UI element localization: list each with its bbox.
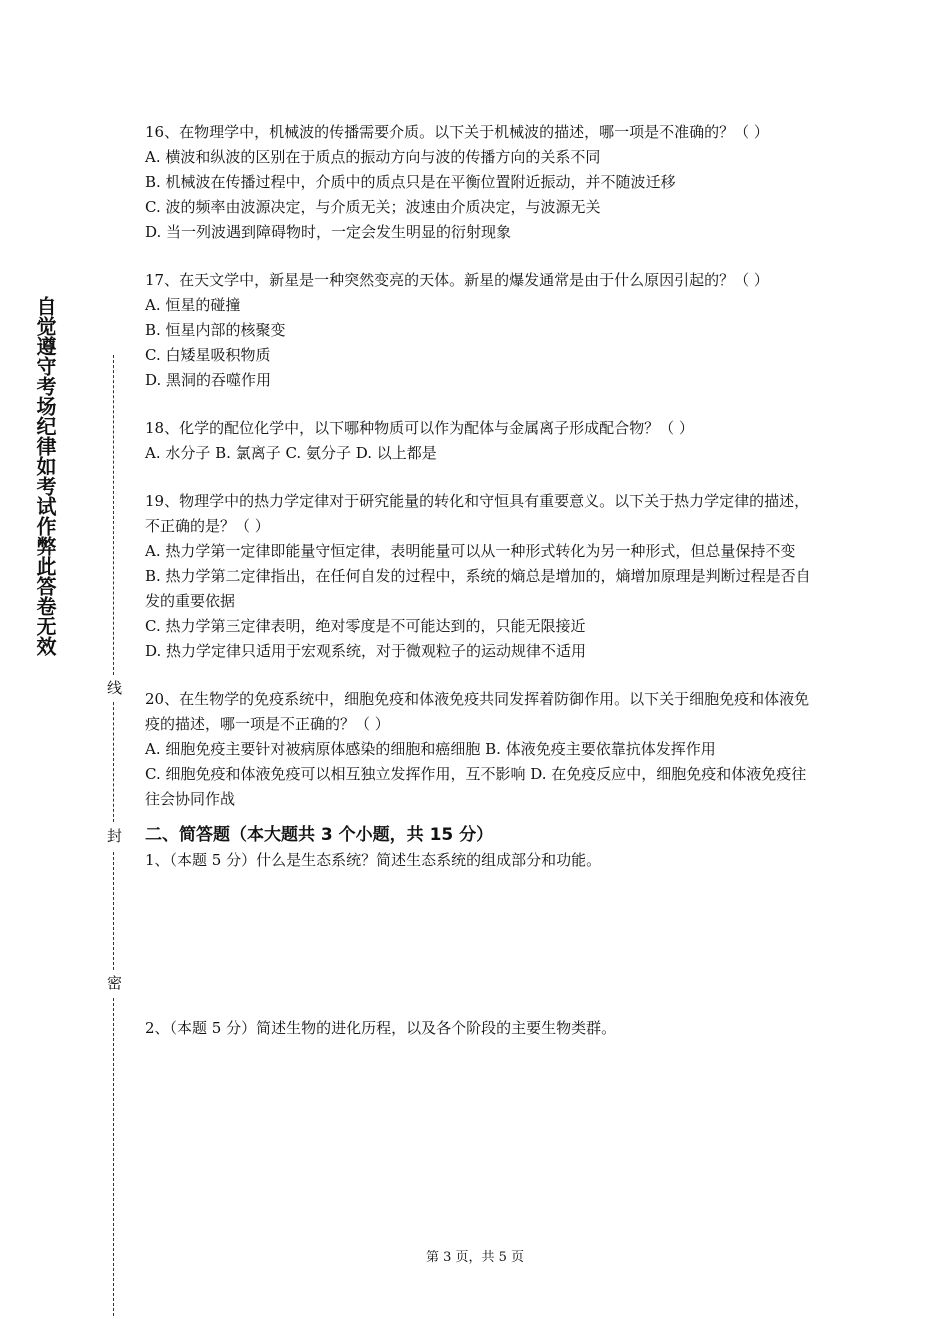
page-number: 第 3 页，共 5 页 (425, 1250, 525, 1265)
option-c: C. 波的频率由波源决定，与介质无关；波速由介质决定，与波源无关 (145, 198, 601, 216)
question-text: 18、化学的配位化学中，以下哪种物质可以作为配体与金属离子形成配合物？（ ） (145, 419, 694, 437)
exam-content (145, 120, 815, 1041)
short-answer-question-1: 1、（本题 5 分）什么是生态系统？简述生态系统的组成部分和功能。 (145, 851, 602, 869)
question-text: 19、物理学中的热力学定律对于研究能量的转化和守恒具有重要意义。以下关于热力学定律的描述，不正确的是？（ ） (145, 492, 810, 535)
question-20 (145, 687, 815, 812)
option-b: B. 恒星内部的核聚变 (145, 321, 286, 339)
question-text: 20、在生物学的免疫系统中，细胞免疫和体液免疫共同发挥着防御作用。以下关于细胞免疫和体液免疫的描述，哪一项是不正确的？（ ） (145, 690, 810, 733)
question-17 (145, 268, 815, 393)
short-answer-question-2: 2、（本题 5 分）简述生物的进化历程，以及各个阶段的主要生物类群。 (145, 1019, 617, 1037)
option-b: B. 机械波在传播过程中，介质中的质点只是在平衡位置附近振动，并不随波迁移 (145, 173, 676, 191)
question-16 (145, 120, 815, 245)
binding-dashed-line (113, 702, 114, 822)
option-d: D. 黑洞的吞噬作用 (145, 371, 272, 389)
option-a: A. 热力学第一定律即能量守恒定律，表明能量可以从一种形式转化为另一种形式，但总量保持不变 (145, 542, 796, 560)
question-text: 16、在物理学中，机械波的传播需要介质。以下关于机械波的描述，哪一项是不准确的？（ ） (145, 123, 769, 141)
binding-dashed-line (113, 852, 114, 970)
option-c: C. 热力学第三定律表明，绝对零度是不可能达到的，只能无限接近 (145, 617, 586, 635)
option-b: B. 热力学第二定律指出，在任何自发的过程中，系统的熵总是增加的，熵增加原理是判断过程是否自发的重要依据 (145, 567, 811, 610)
exam-discipline-notice: 自觉遵守考场纪律如考试作弊此答卷无效 (33, 296, 57, 656)
question-text: 17、在天文学中，新星是一种突然变亮的天体。新星的爆发通常是由于什么原因引起的？（ ） (145, 271, 769, 289)
option-a: A. 横波和纵波的区别在于质点的振动方向与波的传播方向的关系不同 (145, 148, 601, 166)
section-title: 二、简答题（本大题共 3 个小题，共 15 分） (145, 825, 494, 845)
option-d: D. 当一列波遇到障碍物时，一定会发生明显的衍射现象 (145, 223, 512, 241)
option-c: C. 白矮星吸积物质 (145, 346, 271, 364)
options-line-ab: A. 细胞免疫主要针对被病原体感染的细胞和癌细胞 B. 体液免疫主要依靠抗体发挥作用 (145, 740, 716, 758)
binding-label-xian: 线 (105, 680, 123, 695)
answer-space (145, 873, 815, 1016)
options-line: A. 水分子 B. 氯离子 C. 氨分子 D. 以上都是 (145, 444, 437, 462)
binding-dashed-line (113, 355, 114, 675)
options-line-cd: C. 细胞免疫和体液免疫可以相互独立发挥作用，互不影响 D. 在免疫反应中，细胞免疫和体液免疫往往会协同作战 (145, 765, 807, 808)
question-18 (145, 416, 815, 466)
option-d: D. 热力学定律只适用于宏观系统，对于微观粒子的运动规律不适用 (145, 642, 587, 660)
binding-label-mi: 密 (105, 975, 123, 990)
option-a: A. 恒星的碰撞 (145, 296, 241, 314)
binding-dashed-line (113, 998, 114, 1316)
question-19 (145, 489, 815, 664)
binding-label-feng: 封 (105, 828, 123, 843)
